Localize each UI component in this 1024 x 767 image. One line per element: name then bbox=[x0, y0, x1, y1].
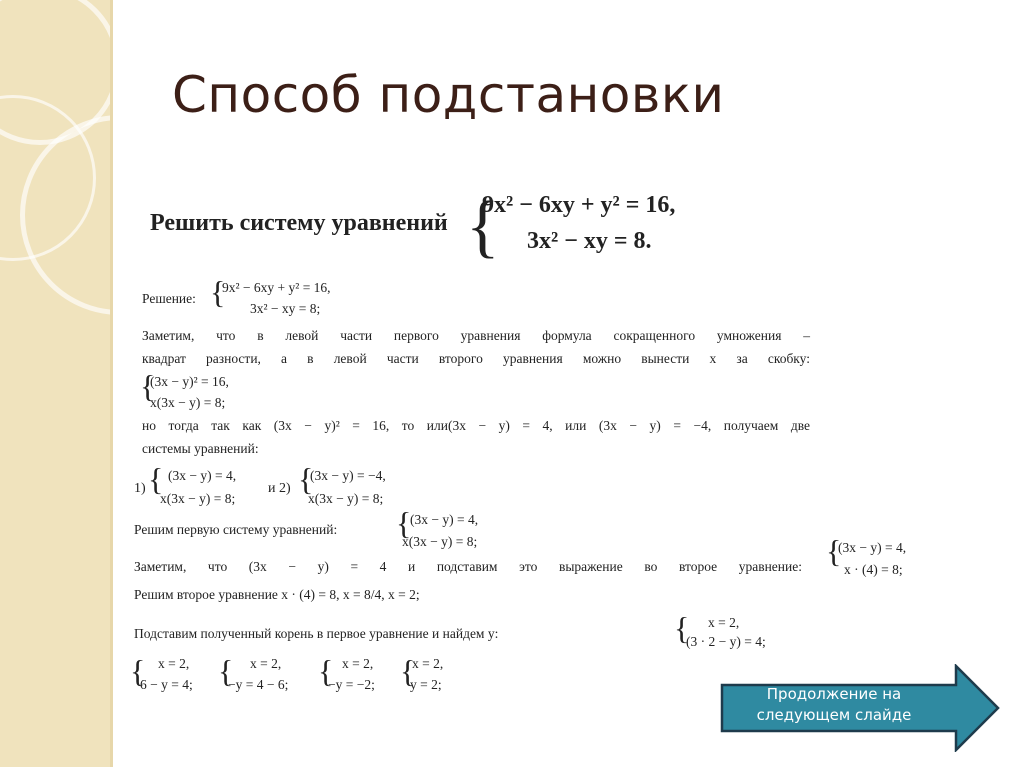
final-system-3-eq2: −y = −2; bbox=[328, 677, 375, 692]
solution-label: Решение: bbox=[142, 291, 196, 306]
system-brace: { bbox=[148, 461, 164, 497]
strip-divider bbox=[110, 0, 113, 767]
side-equation-2: x · (4) = 8; bbox=[844, 562, 903, 577]
substitute-equation-2: (3 · 2 − y) = 4; bbox=[686, 634, 766, 649]
note-line-2: квадрат разности, а в левой части второго уравнения можно вынести x за скобку: bbox=[142, 351, 810, 366]
system-1-number: 1) bbox=[134, 481, 146, 496]
task-equation-1: 9x² − 6xy + y² = 16, bbox=[482, 192, 676, 218]
then-line-1: но тогда так как (3x − y)² = 16, то или(3x − y) = 4, или (3x − y) = −4, получаем две bbox=[142, 418, 810, 433]
final-system-2-eq2: −y = 4 − 6; bbox=[228, 677, 289, 692]
system-brace: { bbox=[130, 653, 146, 689]
system-2-equation-1: (3x − y) = −4, bbox=[310, 468, 386, 483]
system-1-equation-1: (3x − y) = 4, bbox=[168, 468, 237, 483]
next-slide-label: Продолжение на следующем слайде bbox=[756, 685, 912, 724]
slide-title: Способ подстановки bbox=[172, 66, 725, 124]
final-system-2-eq1: x = 2, bbox=[250, 656, 282, 671]
solution-equation-2: 3x² − xy = 8; bbox=[250, 301, 321, 316]
system-brace: { bbox=[400, 653, 416, 689]
system-brace: { bbox=[466, 188, 500, 265]
next-slide-button[interactable] bbox=[720, 664, 1002, 752]
note-line-1: Заметим, что в левой части первого уравнения формула сокращенного умножения – bbox=[142, 328, 810, 343]
final-system-3-eq1: x = 2, bbox=[342, 656, 374, 671]
decorative-side-strip bbox=[0, 0, 110, 767]
then-line-2: системы уравнений: bbox=[142, 441, 259, 456]
factored-equation-2: x(3x − y) = 8; bbox=[150, 395, 226, 410]
solve-first-label: Решим первую систему уравнений: bbox=[134, 522, 338, 537]
final-system-1-eq2: 6 − y = 4; bbox=[140, 677, 193, 692]
system-brace: { bbox=[210, 274, 226, 310]
system-brace: { bbox=[218, 653, 234, 689]
system-brace: { bbox=[396, 505, 412, 541]
final-system-4-eq1: x = 2, bbox=[412, 656, 444, 671]
system-brace: { bbox=[298, 461, 314, 497]
substitution-note: Заметим, что (3x − y) = 4 и подставим это выражение во второе уравнение: bbox=[134, 559, 802, 574]
system-2-equation-2: x(3x − y) = 8; bbox=[308, 491, 384, 506]
task-equation-2: 3x² − xy = 8. bbox=[527, 228, 652, 254]
side-equation-1: (3x − y) = 4, bbox=[838, 540, 907, 555]
system-brace: { bbox=[140, 368, 156, 404]
system-brace: { bbox=[318, 653, 334, 689]
solve-first-equation-2: x(3x − y) = 8; bbox=[402, 534, 478, 549]
system-brace: { bbox=[826, 533, 842, 569]
substitute-line: Подставим полученный корень в первое уравнение и найдем y: bbox=[134, 626, 499, 641]
factored-equation-1: (3x − y)² = 16, bbox=[150, 374, 229, 389]
task-label: Решить систему уравнений bbox=[150, 210, 448, 236]
solution-equation-1: 9x² − 6xy + y² = 16, bbox=[222, 280, 331, 295]
solve-first-equation-1: (3x − y) = 4, bbox=[410, 512, 479, 527]
final-system-1-eq1: x = 2, bbox=[158, 656, 190, 671]
substitute-equation-1: x = 2, bbox=[708, 615, 740, 630]
system-1-equation-2: x(3x − y) = 8; bbox=[160, 491, 236, 506]
system-2-number: и 2) bbox=[268, 481, 291, 496]
system-brace: { bbox=[674, 610, 690, 646]
final-system-4-eq2: y = 2; bbox=[410, 677, 442, 692]
solve-second-line: Решим второе уравнение x · (4) = 8, x = 8/4, x = 2; bbox=[134, 587, 420, 602]
